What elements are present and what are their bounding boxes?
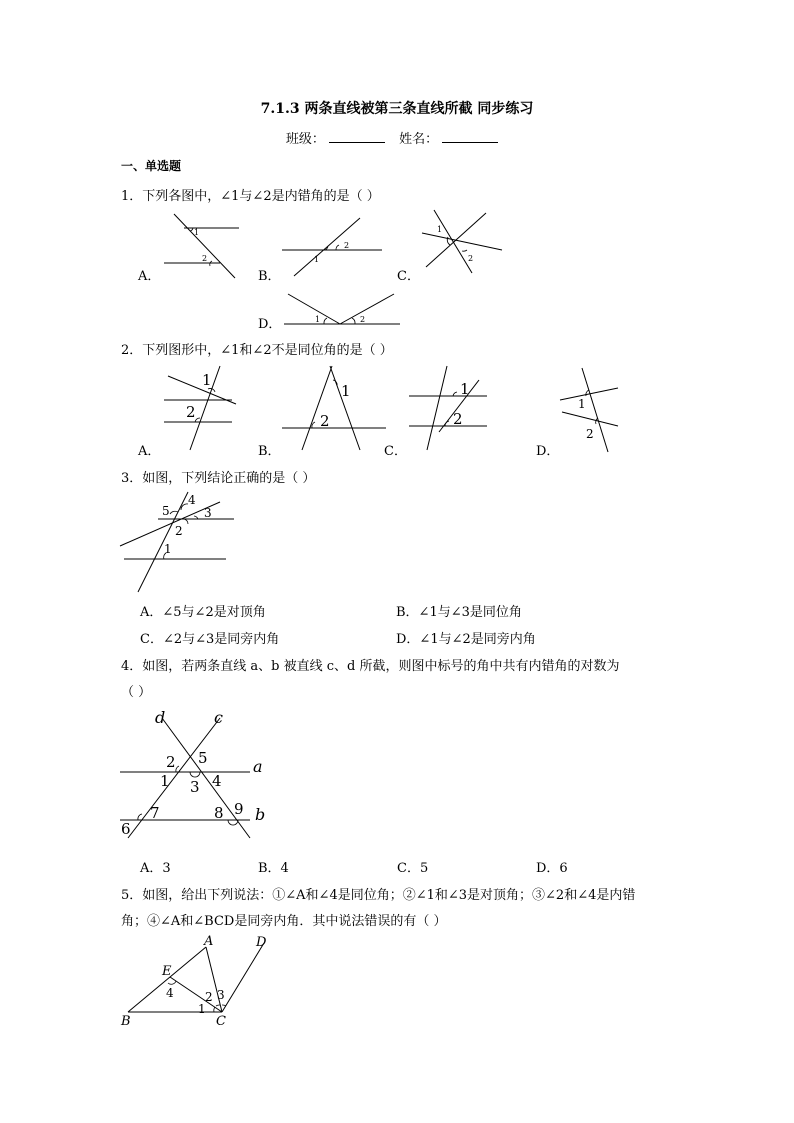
q1-figure-c xyxy=(420,205,505,275)
q4-label-7: 7 xyxy=(150,804,160,822)
q3-label-3: 3 xyxy=(204,506,212,520)
q1-figure-b xyxy=(280,210,385,278)
q2d-label-1: 1 xyxy=(578,397,586,411)
q3-label-2: 2 xyxy=(175,524,183,538)
q1d-label-1: 1 xyxy=(315,315,321,324)
question-4-stem: 4．如图，若两条直线 a、b 被直线 c、d 所截，则图中标号的角中共有内错角的对数为 xyxy=(121,659,620,674)
q2-option-d[interactable]: D． xyxy=(536,444,560,459)
q3-label-5: 5 xyxy=(162,504,170,518)
q2d-label-2: 2 xyxy=(586,427,594,441)
q5-label-3: 3 xyxy=(217,988,225,1002)
q4-label-4: 4 xyxy=(212,772,222,790)
q5-label-E: E xyxy=(162,964,172,979)
q1a-label-2: 2 xyxy=(202,254,208,263)
q4-label-b: b xyxy=(255,805,266,824)
question-2-stem: 2．下列图形中，∠1和∠2不是同位角的是（ ） xyxy=(121,343,393,358)
question-5-stem: 5．如图，给出下列说法：①∠A和∠4是同位角；②∠1和∠3是对顶角；③∠2和∠4是内错 xyxy=(121,888,636,903)
q1a-label-1: 1 xyxy=(194,228,200,237)
q2-figure-d xyxy=(556,362,621,454)
q4-option-a[interactable]: A．3 xyxy=(140,861,171,876)
q3-option-a[interactable]: A．∠5与∠2是对顶角 xyxy=(140,605,266,620)
q1-figure-a xyxy=(160,210,245,282)
q5-figure xyxy=(118,933,278,1033)
page-title: 7.1.3 两条直线被第三条直线所截 同步练习 xyxy=(260,101,534,117)
q4-label-5: 5 xyxy=(198,749,208,767)
q2a-label-2: 2 xyxy=(186,403,196,421)
class-label: 班级： xyxy=(285,132,325,147)
name-label: 姓名： xyxy=(399,132,439,147)
q2-option-c[interactable]: C． xyxy=(384,444,407,459)
q5-label-B: B xyxy=(121,1014,131,1029)
q4-figure xyxy=(118,706,268,841)
q1c-label-1: 1 xyxy=(437,225,443,234)
question-5-stem-cont: 角；④∠A和∠BCD是同旁内角．其中说法错误的有（ ） xyxy=(121,914,447,929)
q4-label-3: 3 xyxy=(190,778,200,796)
q2c-label-1: 1 xyxy=(460,380,470,398)
q1d-label-2: 2 xyxy=(360,315,366,324)
q2a-label-1: 1 xyxy=(202,371,212,389)
q4-option-b[interactable]: B．4 xyxy=(258,861,289,876)
q2c-label-2: 2 xyxy=(453,410,463,428)
class-blank[interactable] xyxy=(329,130,385,143)
question-3-stem: 3．如图，下列结论正确的是（ ） xyxy=(121,471,316,486)
q3-label-4: 4 xyxy=(188,493,196,507)
q4-option-d[interactable]: D．6 xyxy=(536,861,568,876)
q3-option-b[interactable]: B．∠1与∠3是同位角 xyxy=(396,605,522,620)
q4-option-c[interactable]: C．5 xyxy=(397,861,429,876)
q2-figure-b xyxy=(280,362,390,452)
name-blank[interactable] xyxy=(442,130,498,143)
q5-label-C: C xyxy=(216,1014,226,1029)
q1-option-b[interactable]: B． xyxy=(258,269,281,284)
q4-label-d: d xyxy=(155,708,166,727)
class-name-line xyxy=(0,128,794,147)
q2-figure-c xyxy=(405,362,493,452)
q5-label-A: A xyxy=(204,934,214,949)
q2-option-a[interactable]: A． xyxy=(138,444,161,459)
q1b-label-1: 1 xyxy=(314,255,320,264)
q3-option-c[interactable]: C．∠2与∠3是同旁内角 xyxy=(140,632,280,647)
q1c-label-2: 2 xyxy=(468,254,474,263)
q1-figure-d xyxy=(282,292,402,328)
q1b-label-2: 2 xyxy=(344,241,350,250)
q2b-label-2: 2 xyxy=(320,412,330,430)
q1-option-a[interactable]: A． xyxy=(138,269,161,284)
q5-label-4: 4 xyxy=(166,986,174,1000)
q5-label-D: D xyxy=(256,935,267,950)
q5-label-1: 1 xyxy=(198,1002,206,1016)
q3-figure xyxy=(118,490,243,595)
q4-label-2: 2 xyxy=(166,753,176,771)
question-4-stem-cont: （ ） xyxy=(121,685,152,700)
q1-option-c[interactable]: C． xyxy=(397,269,420,284)
q2-option-b[interactable]: B． xyxy=(258,444,281,459)
question-1-stem: 1．下列各图中，∠1与∠2是内错角的是（ ） xyxy=(121,189,380,204)
q4-label-8: 8 xyxy=(214,804,224,822)
q3-option-d[interactable]: D．∠1与∠2是同旁内角 xyxy=(396,632,536,647)
q5-label-2: 2 xyxy=(205,990,213,1004)
q4-label-6: 6 xyxy=(121,820,131,838)
q4-label-c: c xyxy=(214,708,223,727)
section-heading: 一、单选题 xyxy=(121,159,182,173)
q4-label-1: 1 xyxy=(160,772,170,790)
q1-option-d[interactable]: D． xyxy=(258,317,282,332)
q2b-label-1: 1 xyxy=(341,382,351,400)
q4-label-a: a xyxy=(253,757,263,776)
q4-label-9: 9 xyxy=(234,800,244,818)
q2-figure-a xyxy=(160,362,240,452)
q3-label-1: 1 xyxy=(164,542,172,556)
